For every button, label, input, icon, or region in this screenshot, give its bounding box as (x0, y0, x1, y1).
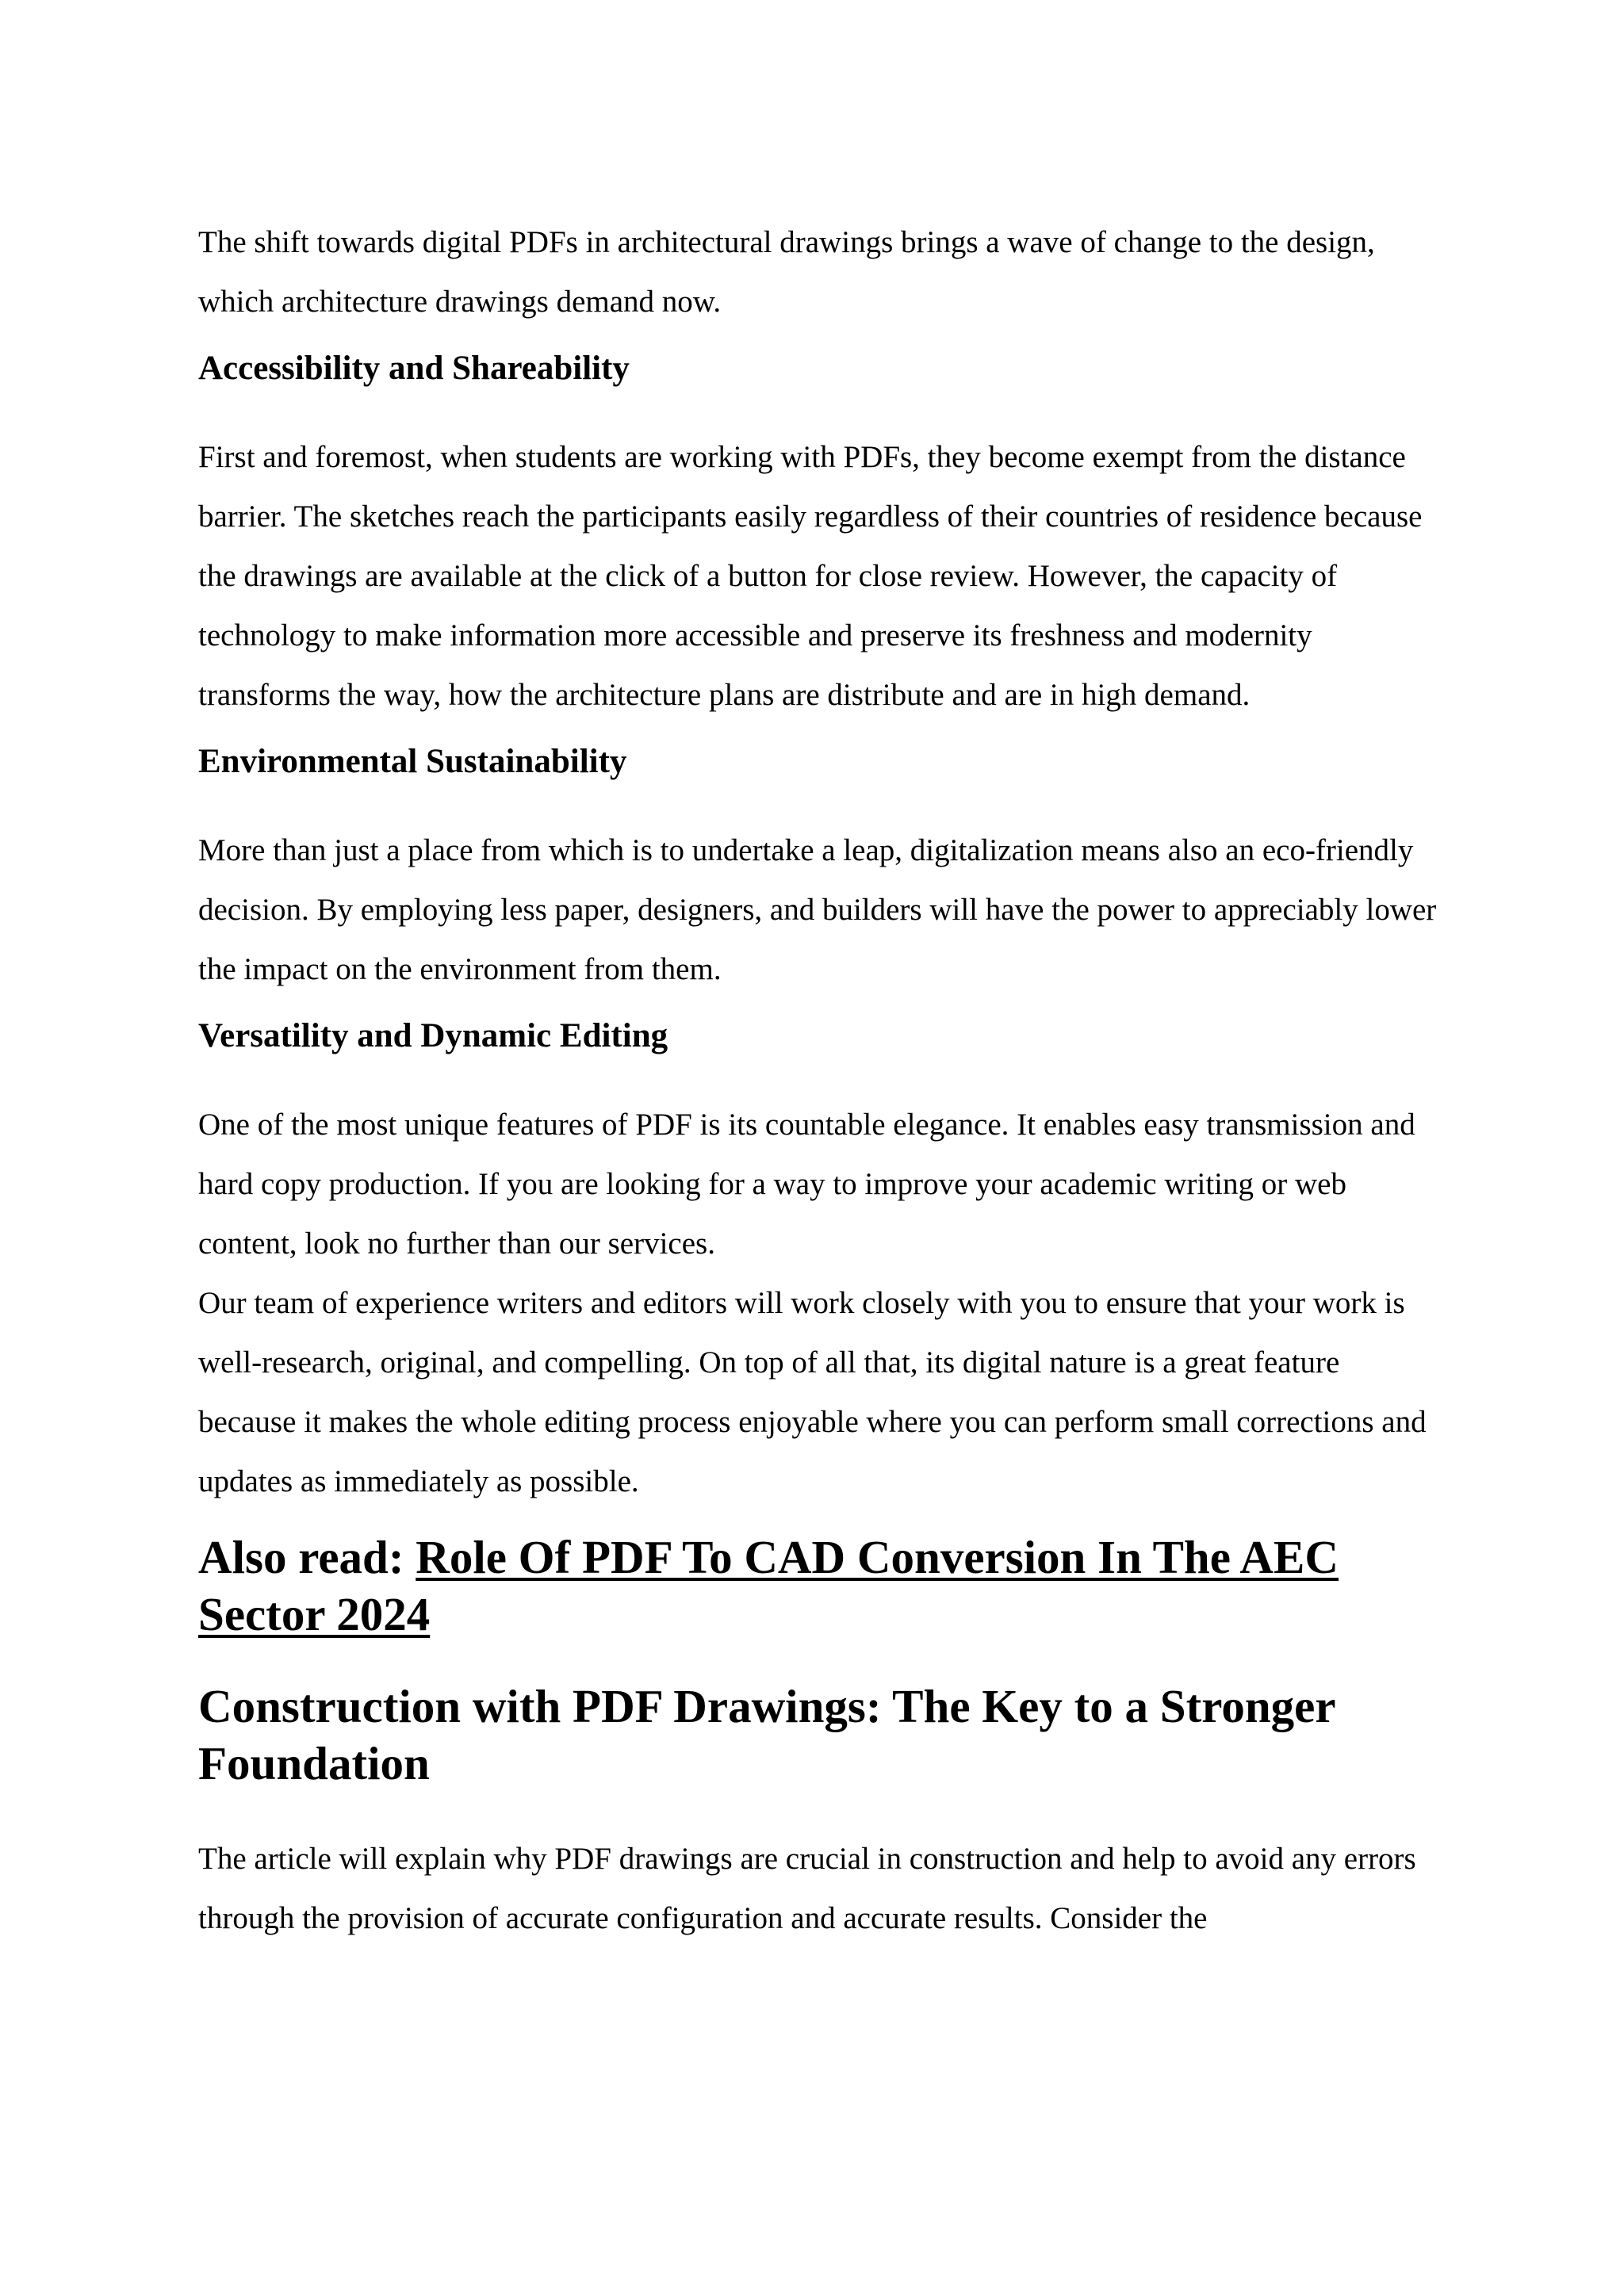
accessibility-paragraph: First and foremost, when students are working with PDFs, they become exempt from the distance barrier. The sketches reach the participants easily regardless of their countries of residence because the drawings are available at the click of a button for close review. However, the capacity of technology to make information more accessible and preserve its freshness and modernity transforms the way, how the architecture plans are distribute and are in high demand. (198, 440, 1423, 712)
versatility-paragraph-1: One of the most unique features of PDF is its countable elegance. It enables easy transmission and hard copy production. If you are looking for a way to improve your academic writing or web content, look no further than our services. (198, 1108, 1415, 1261)
construction-paragraph: The article will explain why PDF drawings are crucial in construction and help to avoid any errors through the provision of accurate configuration and accurate results. Consider the (198, 1842, 1416, 1935)
sustainability-heading: Environmental Sustainability (198, 743, 627, 780)
versatility-paragraph-2: Our team of experience writers and editors will work closely with you to ensure that your work is well-research, original, and compelling. On top of all that, its digital nature is a great feature because it makes the whole editing process enjoyable where you can perform small corrections and updates as immediately as possible. (198, 1286, 1427, 1498)
also-read-heading (198, 1529, 1443, 1643)
intro-paragraph: The shift towards digital PDFs in architectural drawings brings a wave of change to the design, which architecture drawings demand now. (198, 225, 1375, 319)
accessibility-heading: Accessibility and Shareability (198, 350, 630, 387)
sustainability-paragraph: More than just a place from which is to undertake a leap, digitalization means also an eco-friendly decision. By employing less paper, designers, and builders will have the power to appreciably lower the impact on the environment from them. (198, 833, 1437, 986)
also-read-prefix: Also read: (198, 1531, 416, 1583)
versatility-heading: Versatility and Dynamic Editing (198, 1017, 668, 1054)
construction-heading: Construction with PDF Drawings: The Key to a Stronger Foundation (198, 1680, 1335, 1789)
document-page (198, 212, 1443, 1948)
also-read-link[interactable]: Role Of PDF To CAD Conversion In The AEC Sector 2024 (198, 1531, 1339, 1640)
